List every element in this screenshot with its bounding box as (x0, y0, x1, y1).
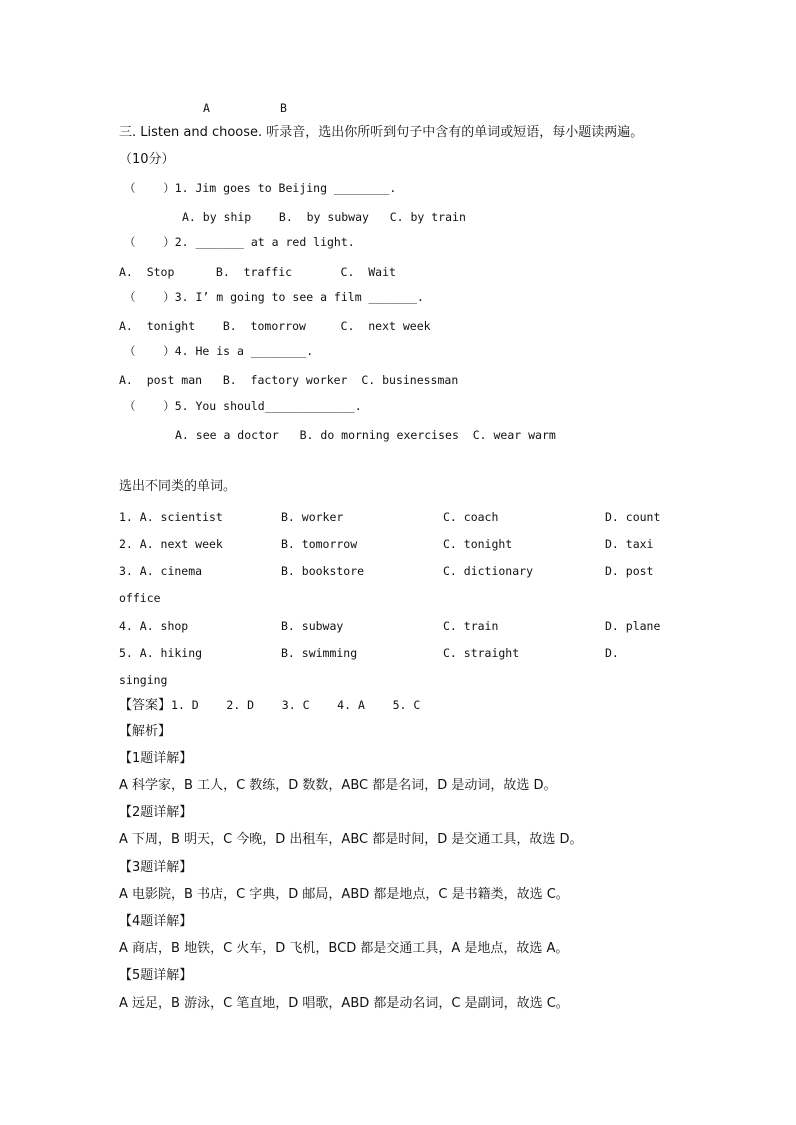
row-4-option-c: C. train (443, 619, 499, 633)
row-5-option-a: 5. A. hiking (119, 646, 203, 660)
detail-4-text: A 商店，B 地铁，C 火车，D 飞机，BCD 都是交通工具，A 是地点，故选 A。 (119, 941, 569, 956)
detail-4-title: 【4题详解】 (119, 914, 193, 929)
answer-value: 1. D 2. D 3. C 4. A 5. C (171, 698, 421, 712)
row-3-option-d: D. post (605, 564, 654, 578)
row-2-option-c: C. tonight (443, 537, 513, 551)
row-4-option-b: B. subway (281, 619, 344, 633)
question-1: （ ）1. Jim goes to Beijing ________. (124, 181, 397, 195)
odd-one-out-heading: 选出不同类的单词。 (119, 479, 237, 494)
question-4-options: A. post man B. factory worker C. businessman (119, 373, 459, 387)
odd-one-out-row-4 (119, 618, 719, 634)
row-2-option-a: 2. A. next week (119, 537, 223, 551)
odd-one-out-row-1 (119, 509, 719, 525)
question-1-options: A. by ship B. by subway C. by train (182, 210, 466, 224)
question-2: （ ）2. _______ at a red light. (124, 235, 355, 249)
question-5: （ ）5. You should_____________. (124, 399, 362, 413)
row-1-option-a: 1. A. scientist (119, 510, 223, 524)
odd-one-out-row-3 (119, 563, 719, 579)
row-4-option-d: D. plane (605, 619, 661, 633)
answer-line (119, 697, 420, 714)
row-1-option-b: B. worker (281, 510, 344, 524)
question-4: （ ）4. He is a ________. (124, 344, 314, 358)
row-3-option-b: B. bookstore (281, 564, 365, 578)
answer-label: 【答案】 (119, 698, 172, 713)
row-3-option-c: C. dictionary (443, 564, 534, 578)
row-5-option-d: D. (605, 646, 619, 660)
row-5-option-b: B. swimming (281, 646, 358, 660)
detail-2-title: 【2题详解】 (119, 805, 193, 820)
row-1-option-d: D. count (605, 510, 661, 524)
question-3-options: A. tonight B. tomorrow C. next week (119, 319, 431, 333)
analysis-heading: 【解析】 (119, 724, 172, 739)
odd-one-out-row-2 (119, 536, 719, 552)
option-a-label: A (203, 101, 210, 115)
question-2-options: A. Stop B. traffic C. Wait (119, 265, 396, 279)
detail-5-text: A 远足，B 游泳，C 笔直地，D 唱歌，ABD 都是动名词，C 是副词，故选 C。 (119, 996, 569, 1011)
row-4-option-a: 4. A. shop (119, 619, 189, 633)
question-3: （ ）3. I’ m going to see a film _______. (124, 290, 424, 304)
row-3-wrap: office (119, 591, 161, 605)
row-3-option-a: 3. A. cinema (119, 564, 203, 578)
detail-1-text: A 科学家，B 工人，C 教练，D 数数，ABC 都是名词，D 是动词，故选 D。 (119, 778, 557, 793)
detail-5-title: 【5题详解】 (119, 968, 193, 983)
section3-score: （10分） (119, 152, 175, 167)
odd-one-out-row-5 (119, 645, 719, 661)
section3-heading: 三. Listen and choose. 听录音，选出你所听到句子中含有的单词或短语，每小题读两遍。 (119, 125, 644, 140)
row-2-option-b: B. tomorrow (281, 537, 358, 551)
row-2-option-d: D. taxi (605, 537, 654, 551)
row-1-option-c: C. coach (443, 510, 499, 524)
detail-1-title: 【1题详解】 (119, 751, 193, 766)
question-5-options: A. see a doctor B. do morning exercises C. wear warm (175, 428, 556, 442)
option-b-label: B (280, 101, 287, 115)
row-5-option-c: C. straight (443, 646, 520, 660)
detail-3-text: A 电影院，B 书店，C 字典，D 邮局，ABD 都是地点，C 是书籍类，故选 C。 (119, 887, 569, 902)
detail-2-text: A 下周，B 明天，C 今晚，D 出租车，ABC 都是时间，D 是交通工具，故选 D。 (119, 832, 583, 847)
detail-3-title: 【3题详解】 (119, 860, 193, 875)
row-5-wrap: singing (119, 673, 168, 687)
